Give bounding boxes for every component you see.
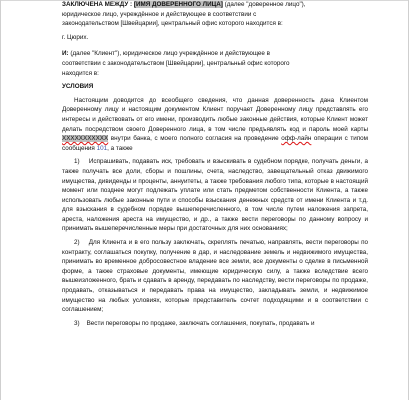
concluded-between-label: ЗАКЛЮЧЕНА МЕЖДУ : (62, 1, 134, 8)
intro-text-b: внутри банка, с моего полного согласия на проведение (108, 135, 282, 143)
client-description-line-1: соответствии с законодательством [Швейцарии], центральный офис которого (62, 59, 290, 67)
clause-3-text: Вести переговоры по продаже, заключать соглашения, покупать, продавать и (86, 319, 315, 327)
clause-1 (62, 157, 368, 234)
trustee-city: г. Цюрих. (62, 33, 89, 41)
page-left-edge (0, 0, 1, 400)
intro-text-c: операции с типом сообщения (62, 135, 368, 152)
clause-2-number: 2) (74, 239, 80, 247)
clause-3 (62, 319, 368, 329)
offline-word: офф-лайн (281, 135, 312, 143)
and-label: И: (62, 50, 69, 58)
trustee-name-field[interactable]: [ИМЯ ДОВЕРЕННОГО ЛИЦА] (133, 1, 223, 8)
document-body (62, 0, 368, 328)
client-description-line-2: находится в: (62, 69, 99, 77)
clause-3-number: 3) (74, 319, 80, 327)
trustee-description-line-1: юридическое лицо, учреждённое и действующее в соответствии с (62, 10, 257, 18)
clause-1-number: 1) (74, 158, 80, 166)
conditions-heading: УСЛОВИЯ (62, 83, 94, 91)
message-type-number: 101 (96, 144, 108, 152)
clause-1-text: Испрашивать, подавать иск, требовать и взыскивать в судебном порядке, получать деньги, а также получать все доли, сборы и пошлины, счета, наследство, завещательный отказ движимого имущества, дивиденды и проценты, аннуитеты, а также требования любого типа, которые в настоящий момент или позднее могут подлежать уплате или стать предметом собственности Клиента, а также использовать любые законные пути и способы взыскания денежных средств от имени Клиента и т.д. для взыскания в судебном порядке вышеперечисленного, в том числе путем наложения запрета, ареста, наложения ареста на имущество, и др., а также вести переговоры по данному вопросу и принимать вышеперечисленные меры при достаточных для них основаниях; (62, 158, 368, 233)
intro-text-a: Настоящим доводится до всеобщего сведения, что данная доверенность дана Клиентом Доверенному лицу и настоящим документом Клиент поручает Доверенному лицу представлять его интересы и действовать от его имени, производить любые законные действия, которые Клиент может делать посредством своего Доверенного лица, в том числе предъявлять код и пароль моей карты (62, 96, 368, 133)
clause-2 (62, 238, 368, 315)
card-number-mask: ХХХХХХХХХХХ (62, 135, 109, 143)
client-first-line (62, 49, 368, 59)
parties-first-line (62, 0, 368, 10)
clause-2-text: Для Клиента и в его пользу заключать, скреплять печатью, направлять, вести переговоры по контракту, соглашаться покупку, получение в дар, и наследование земель и недвижимого имущества, принимать во временное добросовестное владение все земли, все документы о сделке в письменной форме, а также страховые документы, имеющие юридическую силу, а также вследствие всего вышеизложенного, брать и сдавать в аренду, передавать по наследству, вести переговоры по продаже, продавать, отказываться и передавать права на имущество, закладывать земли, и недвижимое имущество на любых условиях, которые представитель сочтет подходящими и в соответствии с соглашением; (62, 239, 368, 314)
trustee-definition: (далее "доверенное лицо"), (222, 1, 306, 8)
intro-paragraph (62, 96, 368, 154)
trustee-description-line-2: законодательством [Швейцарии], центральный офис которого находится в: (62, 20, 283, 28)
client-definition: (далее "Клиент"), юридическое лицо учреждённое и действующее в (68, 50, 271, 58)
intro-text-d: , а также (107, 144, 133, 152)
